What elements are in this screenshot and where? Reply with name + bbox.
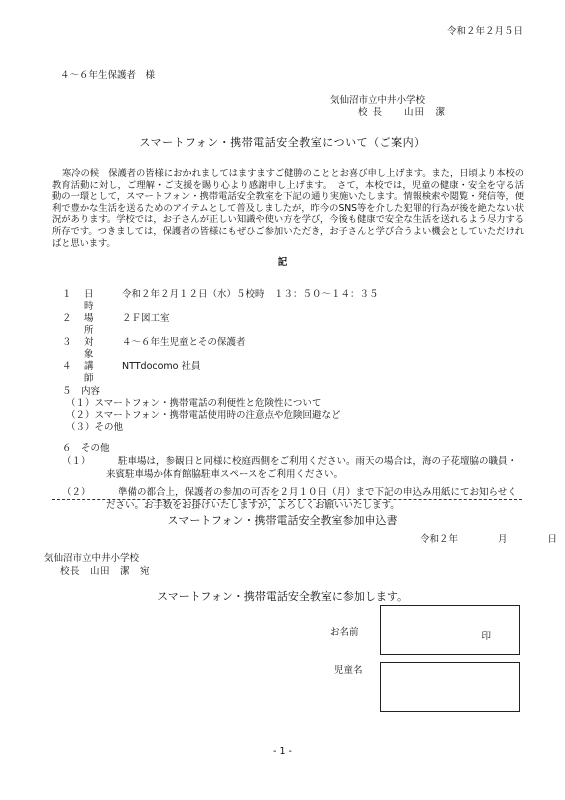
letter-body: 寒冷の候 保護者の皆様におかれましてはますますご健勝のこととお喜び申し上げます。また，日頃より本校の教育活動に対し，ご理解・ご支援を賜り心より感謝申し上げます。 さて，本校では，児童の健康・安全を守る活動の一環として，スマートフォン・携帯電話安全教室を下記の通り実施いたします。情報検索や閲覧・発信等，便利で豊かな生活を送るためのアイテムとして普及しましたが，昨今のSNS等を介した犯罪的行為が後を絶たない状況があります。学校では，お子さんが正しい知識や使い方を学び，今後も健康で安全な生活を送れるよう尽力する所存です。つきましては，保護者の皆様にもぜひご参加いただき，お子さんと学び合うよい機会としていただければと思います。	[52, 168, 524, 249]
form-recipient-principal: 校長 山田 潔 宛	[60, 566, 151, 577]
form-date-era: 令和２年	[420, 534, 459, 545]
content-line: （１）スマートフォン・携帯電話の利便性と危険性について	[66, 398, 322, 409]
item-key: 対象	[84, 337, 94, 360]
sender-school: 気仙沼市立中井小学校	[330, 95, 426, 106]
item-number: １	[62, 289, 72, 300]
item-key: 場所	[84, 313, 94, 336]
page-number: - 1 -	[273, 746, 292, 757]
child-name-field[interactable]	[380, 662, 520, 712]
item-key: 講師	[84, 361, 94, 384]
content-line: （２）スマートフォン・携帯電話使用時の注意点や危険回避など	[66, 410, 341, 421]
letter-title: スマートフォン・携帯電話安全教室について（ご案内）	[139, 136, 426, 149]
participate-statement: スマートフォン・携帯電話安全教室に参加します。	[156, 590, 409, 603]
form-title: スマートフォン・携帯電話安全教室参加申込書	[167, 514, 398, 527]
cut-line	[52, 499, 522, 500]
content-line: （３）その他	[66, 422, 124, 433]
note-label: （１）	[62, 456, 91, 467]
content-heading: ５ 内容	[62, 386, 101, 397]
item-value: 令和２年２月１２日（水）５校時 １３：５０～１４：３５	[122, 289, 379, 300]
child-name-label: 児童名	[334, 665, 363, 676]
form-date-month: 月	[498, 534, 508, 545]
note-text: 準備の都合上，保護者の参加の可否を２月１０日（月）まで下記の申込み用紙にてお知らせください。お手数をお掛けいたしますが，よろしくお願いいたします。	[106, 487, 517, 511]
form-date-day: 日	[547, 534, 558, 545]
item-number: ３	[62, 337, 72, 348]
item-value: ４～６年生児童とその保護者	[122, 337, 246, 348]
addressee: ４～６年生保護者 様	[60, 70, 156, 81]
item-number: ２	[62, 313, 72, 324]
note-text: 駐車場は，参観日と同様に校庭西側をご利用ください。雨天の場合は，海の子花壇脇の職員・来賓駐車場か体育館脇駐車スペースをご利用ください。	[106, 456, 518, 480]
other-heading: ６ その他	[62, 443, 110, 454]
note-label: （２）	[62, 487, 91, 498]
seal-mark: 印	[481, 631, 491, 642]
form-recipient-school: 気仙沼市立中井小学校	[44, 553, 140, 564]
form-date	[420, 534, 557, 546]
sender-principal: 校 長 山田 潔	[358, 107, 447, 118]
item-number: ４	[62, 361, 72, 372]
item-value: NTTdocomo 社員	[122, 361, 201, 372]
item-key: 日時	[84, 289, 94, 312]
letter-date: 令和２年２月５日	[446, 26, 523, 37]
ki-heading: 記	[277, 257, 288, 268]
name-label: お名前	[330, 627, 359, 638]
name-field[interactable]	[380, 605, 520, 655]
other-note-1	[62, 455, 522, 481]
item-value: ２Ｆ図工室	[122, 313, 170, 324]
